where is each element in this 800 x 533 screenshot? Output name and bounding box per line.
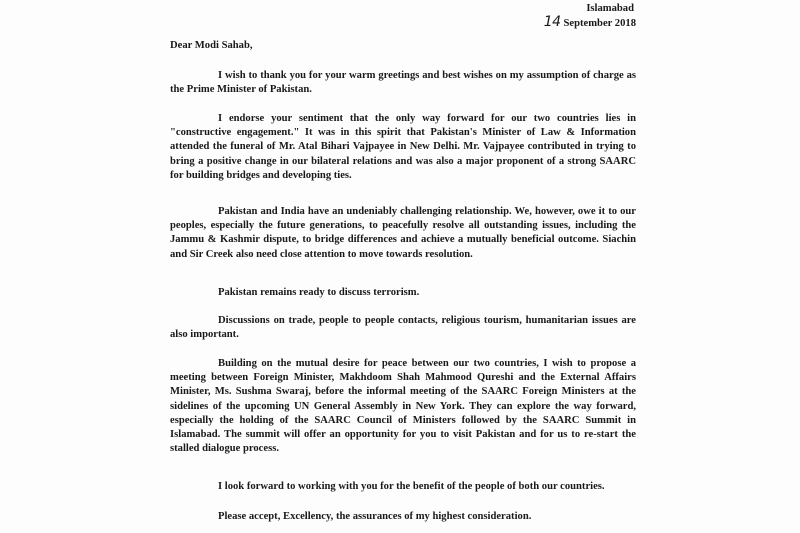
salutation: Dear Modi Sahab,: [170, 40, 253, 51]
paragraph-constructive-engagement: I endorse your sentiment that the only way forward for our two countries lies in "constructive engagement." It was in this spirit that Pakistan's Minister of Law & Information attended the funeral of Mr. Atal Bihari Vajpayee in New Delhi. Mr. Vajpayee contributed in trying to bring a positive change in our bilateral relations and was also a major proponent of a strong SAARC for building bridges and developing ties.: [170, 113, 636, 181]
paragraph-thanks: I wish to thank you for your warm greetings and best wishes on my assumption of charge as the Prime Minister of Pakistan.: [170, 70, 636, 96]
paragraph-closing: Please accept, Excellency, the assurances of my highest consideration.: [218, 511, 532, 522]
paragraph-relationship: Pakistan and India have an undeniably challenging relationship. We, however, owe it to our peoples, especially the future generations, to peacefully resolve all outstanding issues, including the Jammu & Kashmir dispute, to bridge differences and achieve a mutually beneficial outcome. Siachin and Sir Creek also need close attention to move towards resolution.: [170, 206, 636, 260]
date-month-year: September 2018: [563, 18, 636, 30]
date-block: [436, 2, 636, 31]
date-line: [436, 15, 636, 31]
paragraph-meeting-proposal: Building on the mutual desire for peace between our two countries, I wish to propose a meeting between Foreign Minister, Makhdoom Shah Mahmood Qureshi and the External Affairs Minister, Ms. Sushma Swaraj, before the informal meeting of the SAARC Foreign Ministers at the sidelines of the upcoming UN General Assembly in New York. They can explore the way forward, especially the holding of the SAARC Council of Ministers followed by the SAARC Summit in Islamabad. The summit will offer an opportunity for you to visit Pakistan and for us to re-start the stalled dialogue process.: [170, 358, 636, 455]
paragraph-look-forward: I look forward to working with you for the benefit of the people of both our countries.: [218, 481, 605, 492]
handwritten-day: 14: [543, 14, 561, 31]
paragraph-trade: Discussions on trade, people to people contacts, religious tourism, humanitarian issues are also important.: [170, 315, 636, 341]
paragraph-terrorism: Pakistan remains ready to discuss terrorism.: [218, 287, 420, 298]
city-name: Islamabad: [586, 3, 634, 14]
